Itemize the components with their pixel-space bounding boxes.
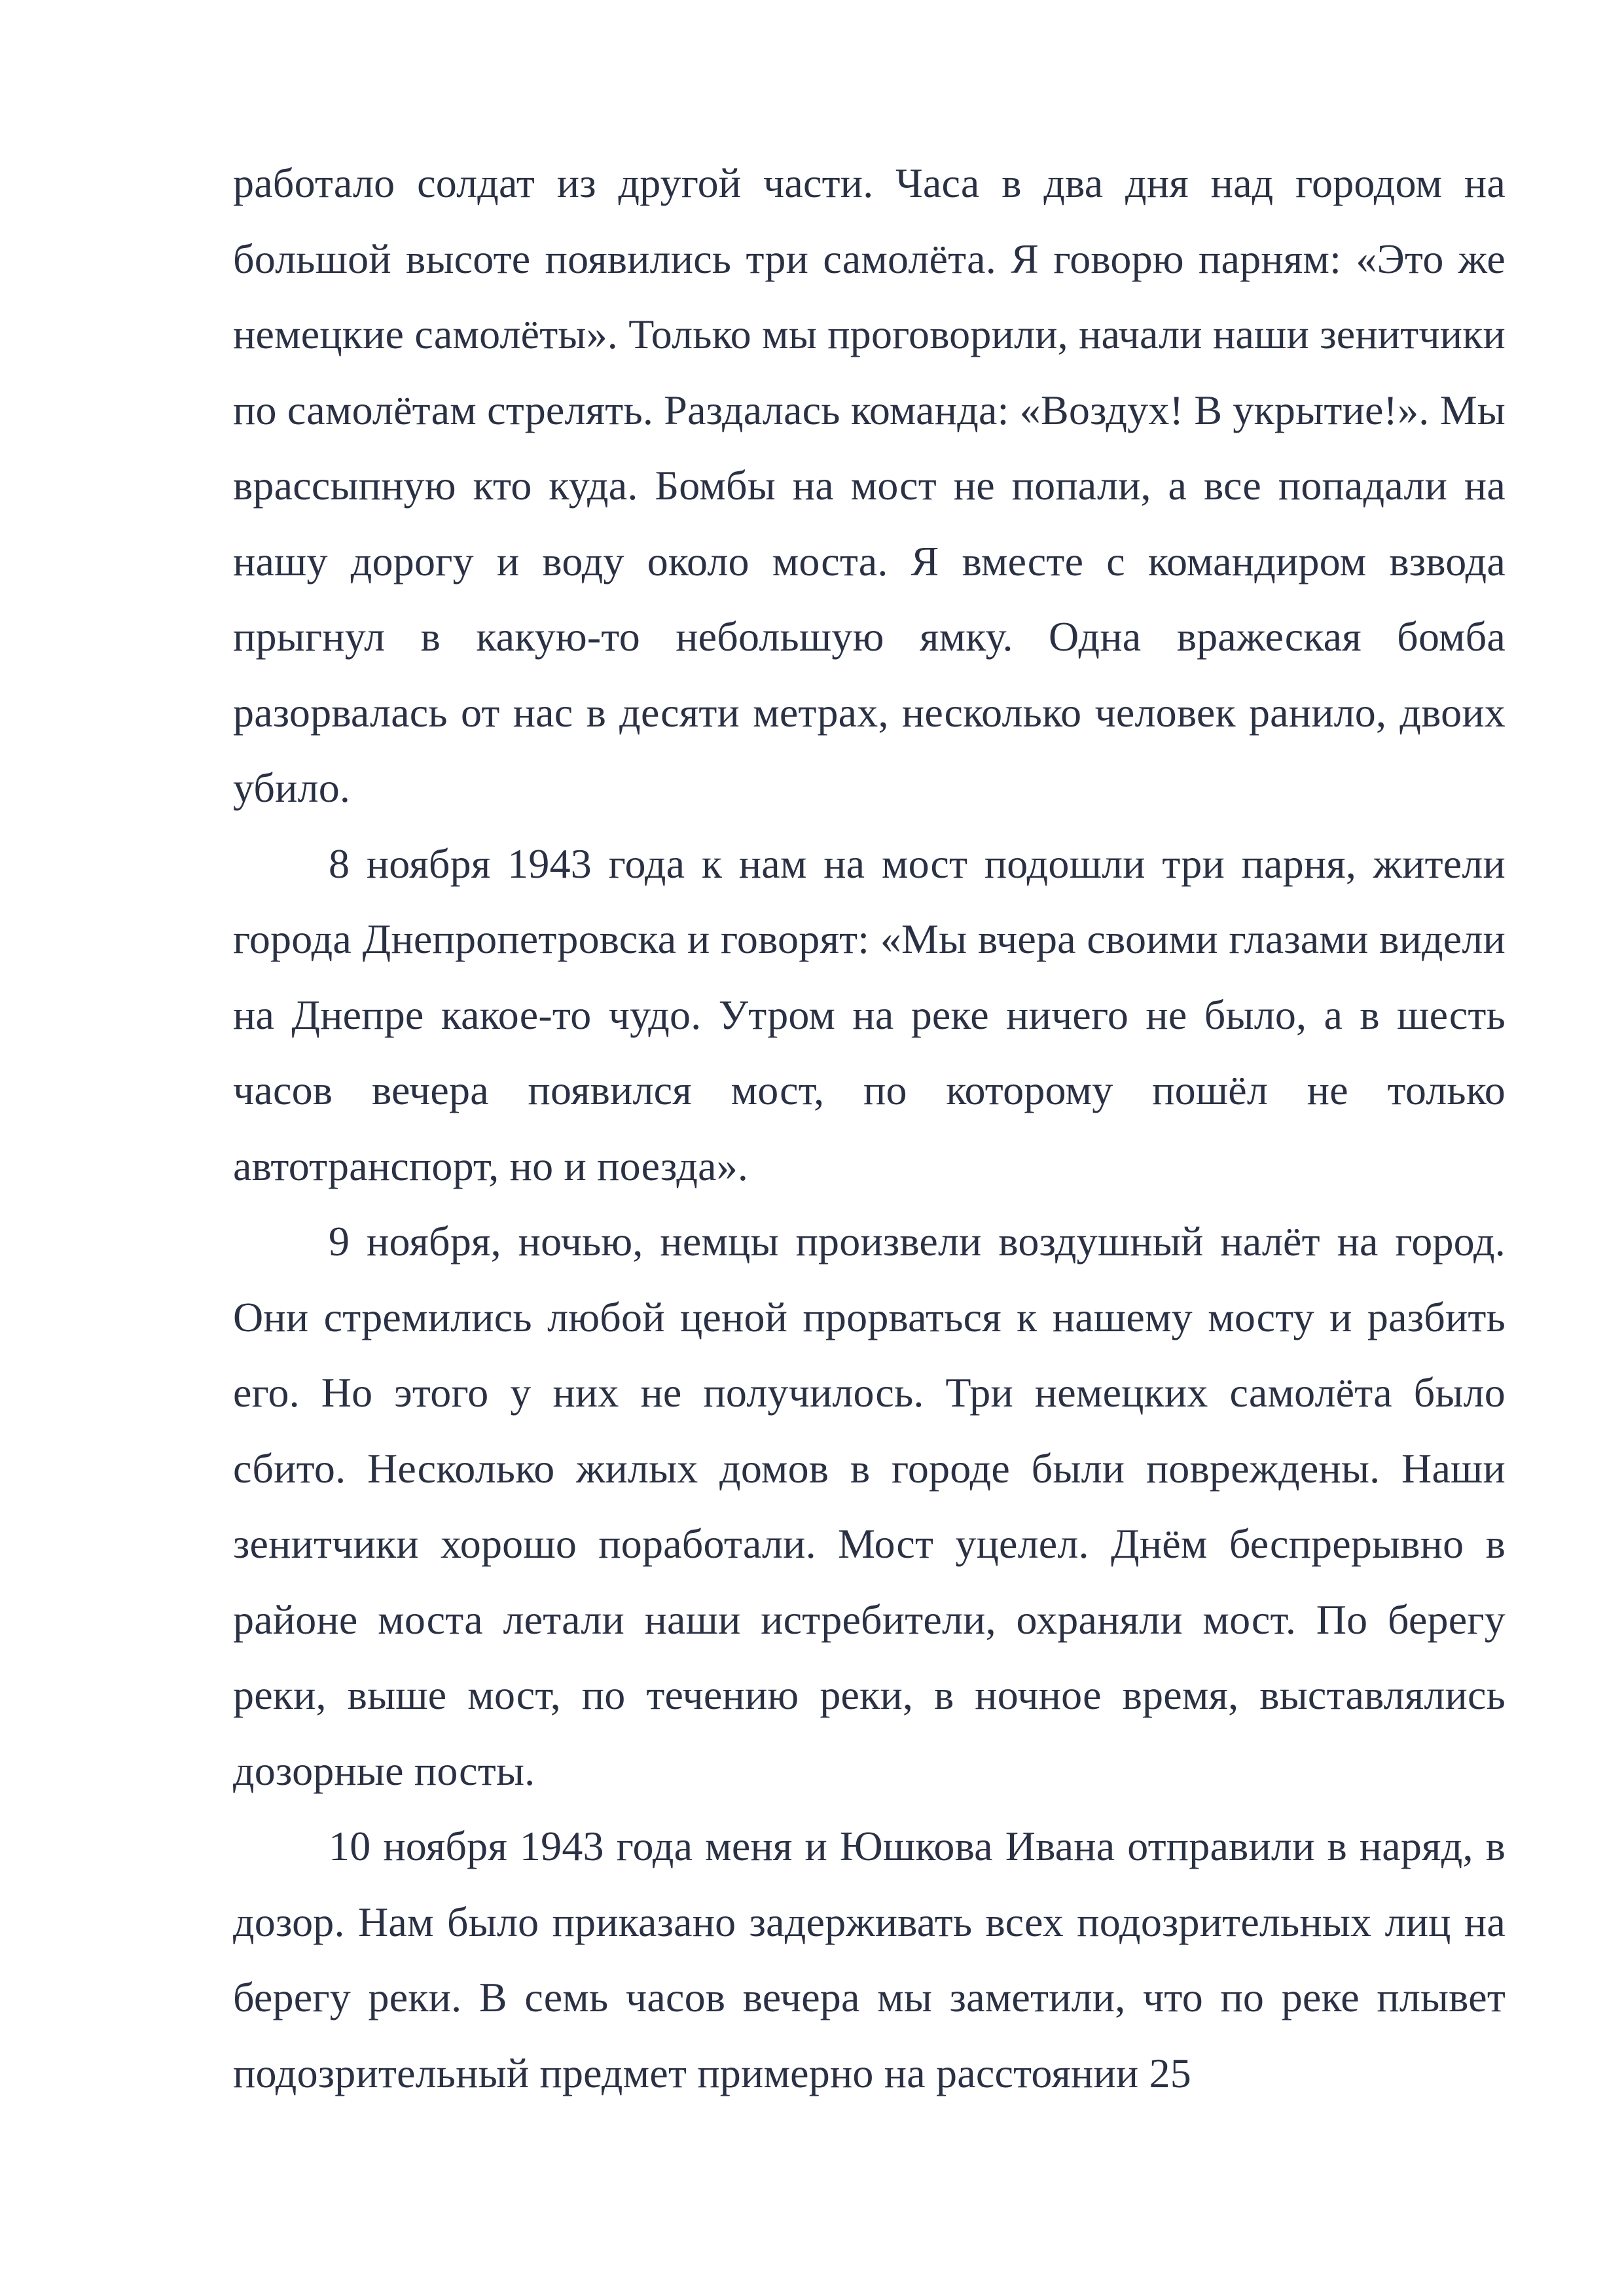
paragraph-2: 8 ноября 1943 года к нам на мост подошли три парня, жители города Днепропетровска и говорят: «Мы вчера своими глазами видели на Днепре какое-то чудо. Утром на реке ничего не было, а в шесть часов вечера появился мост, по которому пошёл не только автотранспорт, но и поезда». [233,840,1506,1189]
paragraph-1: работало солдат из другой части. Часа в два дня над городом на большой высоте появились три самолёта. Я говорю парням: «Это же немецкие самолёты». Только мы проговорили, начали наши зенитчики по самолётам стрелять. Раздалась команда: «Воздух! В укрытие!». Мы врассыпную кто куда. Бомбы на мост не попали, а все попадали на нашу дорогу и воду около моста. Я вместе с командиром взвода прыгнул в какую-то небольшую ямку. Одна вражеская бомба разорвалась от нас в десяти метрах, несколько человек ранило, двоих убило. [233,160,1506,811]
paragraph-4: 10 ноября 1943 года меня и Юшкова Ивана отправили в наряд, в дозор. Нам было приказано задерживать всех подозрительных лиц на берегу реки. В семь часов вечера мы заметили, что по реке плывет подозрительный предмет примерно на расстоянии 25 [233,1823,1506,2096]
body-text [233,145,1506,2111]
paragraph-3: 9 ноября, ночью, немцы произвели воздушный налёт на город. Они стремились любой ценой прорваться к нашему мосту и разбить его. Но этого у них не получилось. Три немецких самолёта было сбито. Несколько жилых домов в городе были повреждены. Наши зенитчики хорошо поработали. Мост уцелел. Днём беспрерывно в районе моста летали наши истребители, охраняли мост. По берегу реки, выше мост, по течению реки, в ночное время, выставлялись дозорные посты. [233,1218,1506,1794]
